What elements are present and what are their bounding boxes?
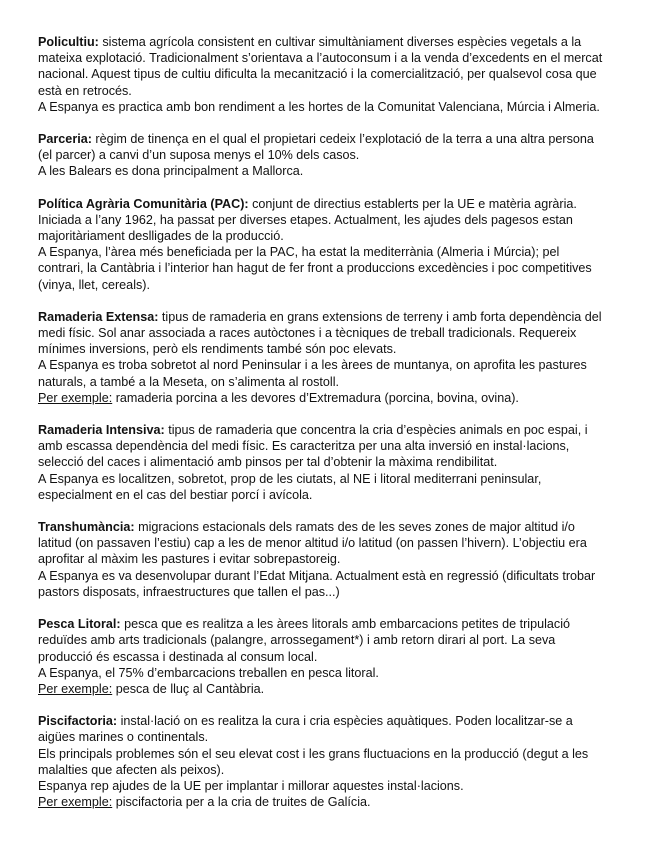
glossary-document <box>38 34 623 826</box>
example-label: Per exemple: <box>38 681 113 696</box>
entry-line: A Espanya, el 75% d’embarcacions treballen en pesca litoral. <box>38 665 379 680</box>
glossary-entry-policultiu <box>38 34 623 115</box>
glossary-entry-pesca-litoral <box>38 616 623 697</box>
entry-line <box>38 131 623 147</box>
glossary-entry-pac <box>38 196 623 293</box>
example-label: Per exemple: <box>38 795 113 810</box>
entry-term: Transhumància: <box>38 520 135 535</box>
entry-line: Els principals problemes són el seu elevat cost i les grans fluctuacions en la producció (degut a les <box>38 746 589 761</box>
entry-text: migracions estacionals dels ramats des de les seves zones de major altitud i/o <box>134 520 575 535</box>
entry-line: contrari, la Cantàbria i l’interior han hagut de fer front a produccions excedències i poc competitives <box>38 261 592 276</box>
entry-line: selecció del caces i alimentació amb pinsos per tal d’obtenir la màxima rendibilitat. <box>38 455 498 470</box>
entry-line: naturals, a també a la Meseta, on s’alimenta al rostoll. <box>38 374 340 389</box>
entry-line: mateixa explotació. Tradicionalment s’orientava a l’autoconsum i a la venda d’excedents en el mercat <box>38 51 603 66</box>
entry-line: latitud (on passaven l’estiu) cap a les de menor altitud i/o latitud (on passen l’hivern). L’objectiu era <box>38 536 587 551</box>
glossary-entry-ramaderia-intensiva <box>38 422 623 503</box>
example-text: piscifactoria per a la cria de truites de Galícia. <box>112 795 371 810</box>
entry-term: Ramaderia Intensiva: <box>38 423 165 438</box>
glossary-entry-transhumancia <box>38 519 623 600</box>
entry-line: A Espanya, l’àrea més beneficiada per la PAC, ha estat la mediterrània (Almeria i Múrcia); pel <box>38 245 560 260</box>
entry-line: majoritàriament deslligades de la producció. <box>38 229 284 244</box>
entry-line: Iniciada a l’any 1962, ha passat per diverses etapes. Actualment, les ajudes dels pagesos estan <box>38 212 573 227</box>
entry-term: Piscifactoria: <box>38 714 118 729</box>
entry-line: amb escassa dependència del medi físic. Es caracteritza per una alta inversió en instal·lacions, <box>38 439 570 454</box>
entry-line: mínimes inversions, però els rendiments també són poc elevats. <box>38 342 397 357</box>
entry-line: A Espanya es practica amb bon rendiment a les hortes de la Comunitat Valenciana, Múrcia i Almeria. <box>38 99 600 114</box>
entry-text: règim de tinença en el qual el propietari cedeix l’explotació de la terra a una altra persona <box>91 132 594 147</box>
entry-term: Pesca Litoral: <box>38 617 121 632</box>
entry-term: Ramaderia Extensa: <box>38 309 159 324</box>
glossary-entry-parceria <box>38 131 623 180</box>
entry-line: reduïdes amb arts tradicionals (palangre, arrossegament*) i amb retorn dirari al port. La seva <box>38 633 556 648</box>
entry-line <box>38 309 623 325</box>
example-line <box>38 681 623 697</box>
entry-line: producció és escassa i destinada al consum local. <box>38 649 318 664</box>
entry-line: està en retrocés. <box>38 83 132 98</box>
entry-line: aigües marines o continentals. <box>38 730 209 745</box>
entry-line <box>38 713 623 729</box>
entry-line: A Espanya es troba sobretot al nord Peninsular i a les àrees de muntanya, on aprofita les pastures <box>38 358 587 373</box>
glossary-entry-piscifactoria <box>38 713 623 810</box>
example-text: ramaderia porcina a les devores d’Extremadura (porcina, bovina, ovina). <box>112 390 519 405</box>
entry-line <box>38 519 623 535</box>
entry-line: A Espanya es va desenvolupar durant l’Edat Mitjana. Actualment està en regressió (dificultats trobar <box>38 568 596 583</box>
entry-line: malalties que afecten als peixos). <box>38 762 225 777</box>
entry-line: A Espanya es localitzen, sobretot, prop de les ciutats, al NE i litoral mediterrani peninsular, <box>38 471 542 486</box>
entry-line: Espanya rep ajudes de la UE per implantar i millorar aquestes instal·lacions. <box>38 778 464 793</box>
example-text: pesca de lluç al Cantàbria. <box>112 681 265 696</box>
entry-term: Política Agrària Comunitària (PAC): <box>38 196 249 211</box>
entry-text: conjunt de directius establerts per la UE e matèria agrària. <box>248 196 577 211</box>
example-line <box>38 390 623 406</box>
entry-text: sistema agrícola consistent en cultivar simultàniament diverses espècies vegetals a la <box>98 35 582 49</box>
entry-line <box>38 616 623 632</box>
entry-line: aprofitar al màxim les pastures i evitar sobrepastoreig. <box>38 552 341 567</box>
entry-line <box>38 196 623 212</box>
entry-term: Policultiu: <box>38 35 99 49</box>
entry-line: (el parcer) a canvi d’un suposa menys el 10% dels casos. <box>38 148 360 163</box>
entry-line: (vinya, llet, cereals). <box>38 277 150 292</box>
example-line <box>38 794 623 810</box>
entry-line: pastors disposats, infraestructures que tallen el pas...) <box>38 584 340 599</box>
entry-text: instal·lació on es realitza la cura i cria espècies aquàtiques. Poden localitzar-se a <box>117 714 573 729</box>
entry-line: especialment en el cas del bestiar porcí i avícola. <box>38 487 313 502</box>
entry-text: pesca que es realitza a les àrees litorals amb embarcacions petites de tripulació <box>120 617 571 632</box>
entry-text: tipus de ramaderia que concentra la cria d’espècies animals en poc espai, i <box>164 423 588 438</box>
glossary-entry-ramaderia-extensa <box>38 309 623 406</box>
entry-line: A les Balears es dona principalment a Mallorca. <box>38 164 304 179</box>
entry-line <box>38 34 623 50</box>
entry-line <box>38 422 623 438</box>
example-label: Per exemple: <box>38 390 113 405</box>
entry-term: Parceria: <box>38 132 92 147</box>
entry-line: nacional. Aquest tipus de cultiu dificulta la mecanització i la comercialització, per qualsevol cosa que <box>38 67 597 82</box>
entry-line: medi físic. Sol anar associada a races autòctones i a tècniques de treball tradicionals. Requereix <box>38 326 577 341</box>
entry-text: tipus de ramaderia en grans extensions de terreny i amb forta dependència del <box>158 309 602 324</box>
